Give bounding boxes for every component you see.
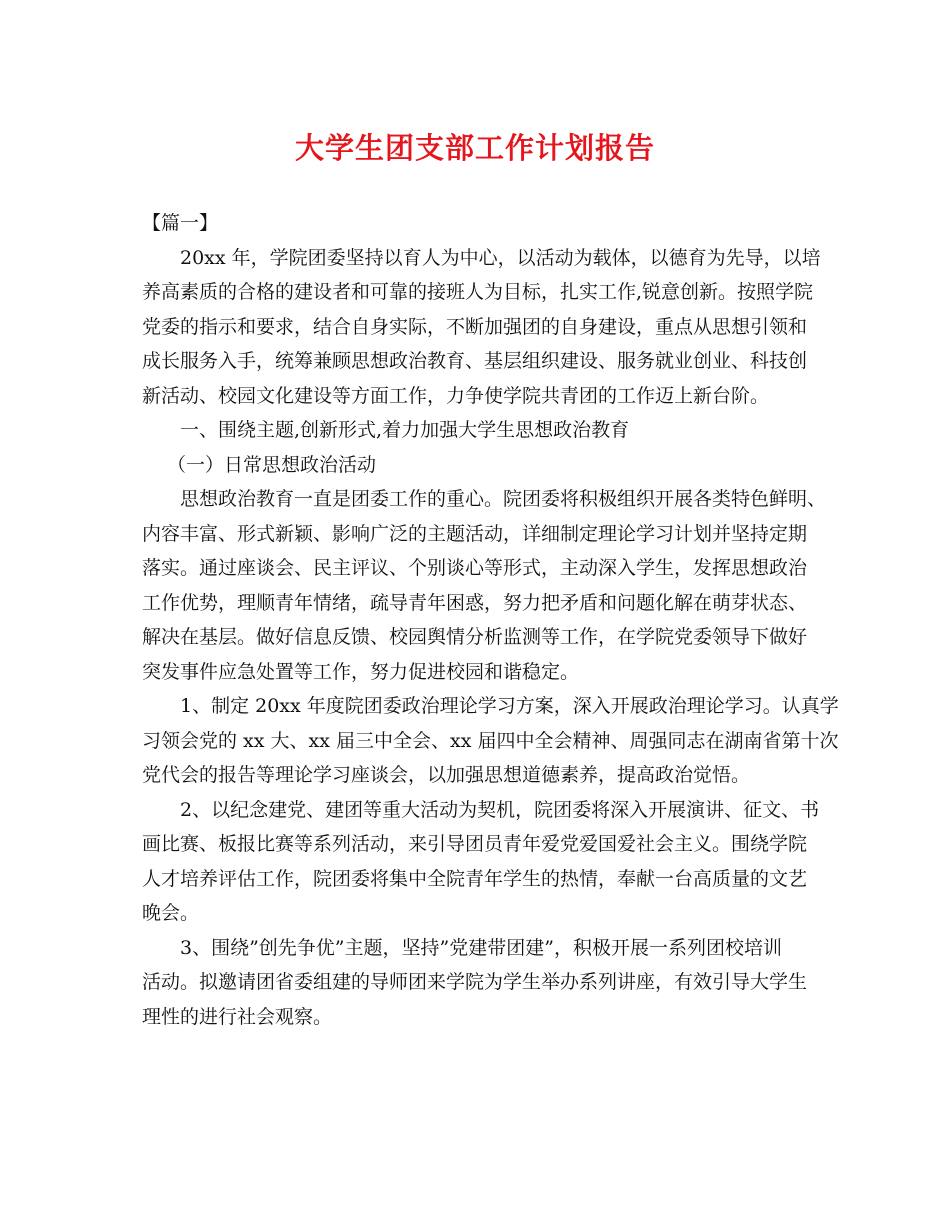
paragraph-line: 养高素质的合格的建设者和可靠的接班人为目标，扎实工作,锐意创新。按照学院 [142,281,814,303]
section-label: 【篇一】 [142,212,219,234]
paragraph-line: 内容丰富、形式新颖、影响广泛的主题活动，详细制定理论学习计划并坚持定期 [142,522,808,545]
paragraph-line: 工作优势，理顺青年情绪，疏导青年困惑，努力把矛盾和问题化解在萌芽状态、 [142,591,808,614]
paragraph-line: 落实。通过座谈会、民主评议、个别谈心等形式，主动深入学生，发挥思想政治 [142,557,808,579]
paragraph-line: 人才培养评估工作，院团委将集中全院青年学生的热情，奉献一台高质量的文艺 [142,867,808,890]
paragraph-line: 党委的指示和要求，结合自身实际，不断加强团的自身建设，重点从思想引领和 [142,315,808,338]
paragraph-line: 习领会党的 xx 大、xx 届三中全会、xx 届四中全会精神、周强同志在湖南省第十次 [142,729,839,752]
section-heading: 一、围绕主题,创新形式,着力加强大学生思想政治教育 [180,419,630,441]
paragraph-line: 活动。拟邀请团省委组建的导师团来学院为学生举办系列讲座，有效引导大学生 [142,971,808,993]
paragraph-line: 晚会。 [142,902,200,924]
paragraph-line: 突发事件应急处置等工作，努力促进校园和谐稳定。 [142,660,580,683]
paragraph-line: 党代会的报告等理论学习座谈会，以加强思想道德素养，提高政治觉悟。 [142,764,751,786]
paragraph-line: 20xx 年，学院团委坚持以育人为中心，以活动为载体，以德育为先导，以培 [180,246,821,269]
paragraph-line: 2、以纪念建党、建团等重大活动为契机，院团委将深入开展演讲、征文、书 [180,798,820,821]
paragraph-line: 3、围绕”创先争优”主题，坚持”党建带团建”，积极开展一系列团校培训 [180,936,782,959]
document-title: 大学生团支部工作计划报告 [294,131,655,165]
subsection-heading: （一）日常思想政治活动 [167,453,377,476]
paragraph-line: 理性的进行社会观察。 [142,1005,333,1028]
paragraph-line: 解决在基层。做好信息反馈、校园舆情分析监测等工作，在学院党委领导下做好 [142,626,808,648]
paragraph-line: 画比赛、板报比赛等系列活动，来引导团员青年爱党爱国爱社会主义。围绕学院 [142,833,808,855]
paragraph-line: 成长服务入手，统筹兼顾思想政治教育、基层组织建设、服务就业创业、科技创 [142,350,808,372]
paragraph-line: 新活动、校园文化建设等方面工作，力争使学院共青团的工作迈上新台阶。 [142,384,770,407]
paragraph-line: 1、制定 20xx 年度院团委政治理论学习方案，深入开展政治理论学习。认真学 [180,695,839,717]
paragraph-line: 思想政治教育一直是团委工作的重心。院团委将积极组织开展各类特色鲜明、 [180,488,827,510]
document-body [142,206,839,1034]
